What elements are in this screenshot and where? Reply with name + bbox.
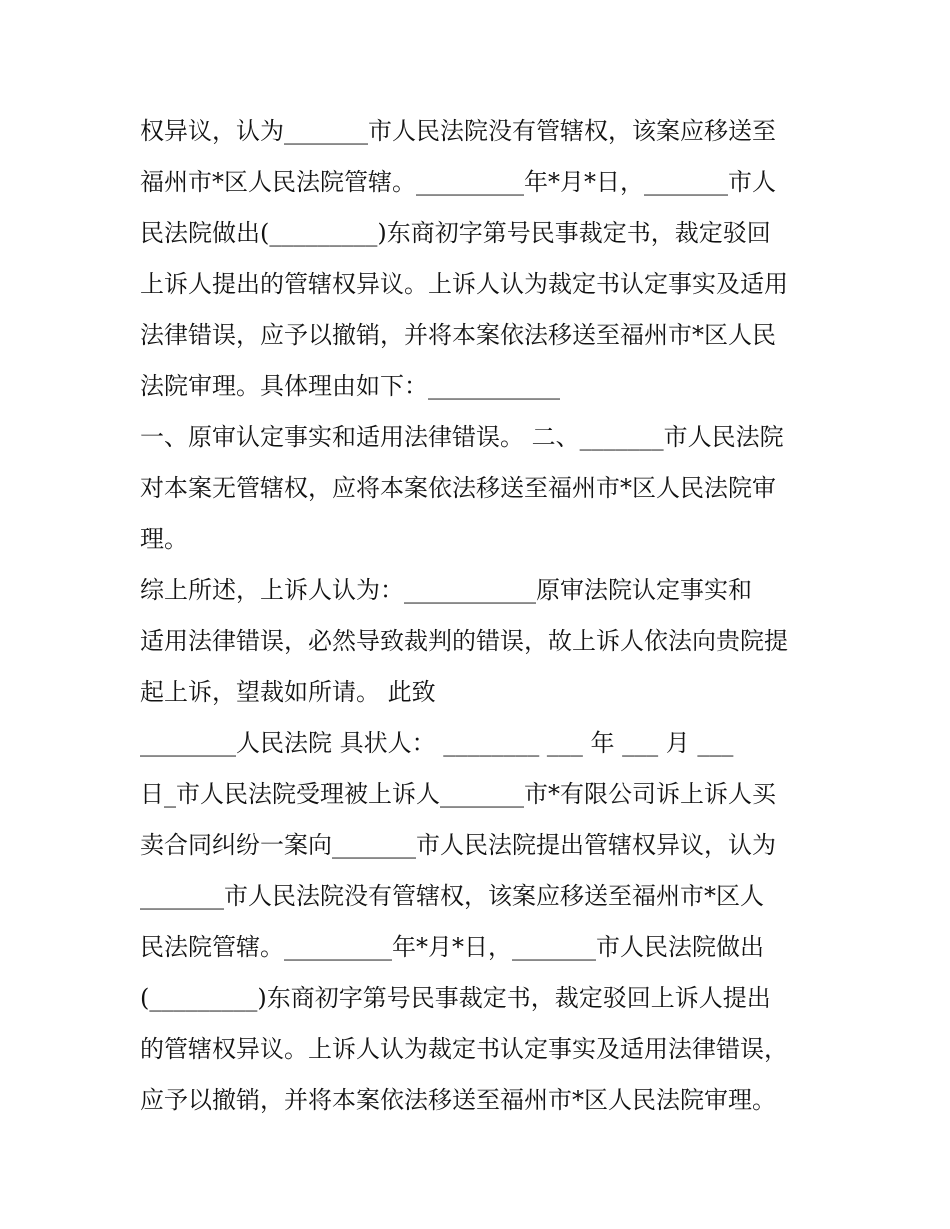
document-body [140,106,820,1126]
text-line-17: 民法院管辖。_________年*月*日，_______市人民法院做出 [140,933,764,961]
text-line-2: 福州市*区人民法院管辖。_________年*月*日，_______市人 [140,168,776,196]
text-line-14: 日_市人民法院受理被上诉人_______市*有限公司诉上诉人买 [140,780,776,808]
text-line-8: 对本案无管辖权，应将本案依法移送至福州市*区人民法院审 [140,474,776,502]
text-line-19: 的管辖权异议。上诉人认为裁定书认定事实及适用法律错误， [140,1035,788,1063]
text-line-11: 适用法律错误，必然导致裁判的错误，故上诉人依法向贵院提 [140,627,788,655]
text-line-15: 卖合同纠纷一案向_______市人民法院提出管辖权异议，认为 [140,831,776,859]
text-line-4: 上诉人提出的管辖权异议。上诉人认为裁定书认定事实及适用 [140,270,788,298]
text-line-16: _______市人民法院没有管辖权，该案应移送至福州市*区人 [140,882,764,910]
text-line-6: 法院审理。具体理由如下：___________ [140,372,560,400]
text-line-1: 权异议，认为_______市人民法院没有管辖权，该案应移送至 [140,117,776,145]
text-line-7: 一、原审认定事实和适用法律错误。 二、_______市人民法院 [140,423,784,451]
text-line-9: 理。 [140,525,188,553]
text-line-5: 法律错误，应予以撤销，并将本案依法移送至福州市*区人民 [140,321,776,349]
text-line-3: 民法院做出(_________)东商初字第号民事裁定书，裁定驳回 [140,219,771,247]
text-line-13: ________人民法院 具状人： ________ ___ 年 ___ 月 ___ [140,729,734,757]
text-line-10: 综上所述，上诉人认为：___________原审法院认定事实和 [140,576,752,604]
text-line-20: 应予以撤销，并将本案依法移送至福州市*区人民法院审理。 [140,1086,776,1114]
text-line-12: 起上诉，望裁如所请。 此致 [140,678,436,706]
text-line-18: (_________)东商初字第号民事裁定书，裁定驳回上诉人提出 [140,984,771,1012]
